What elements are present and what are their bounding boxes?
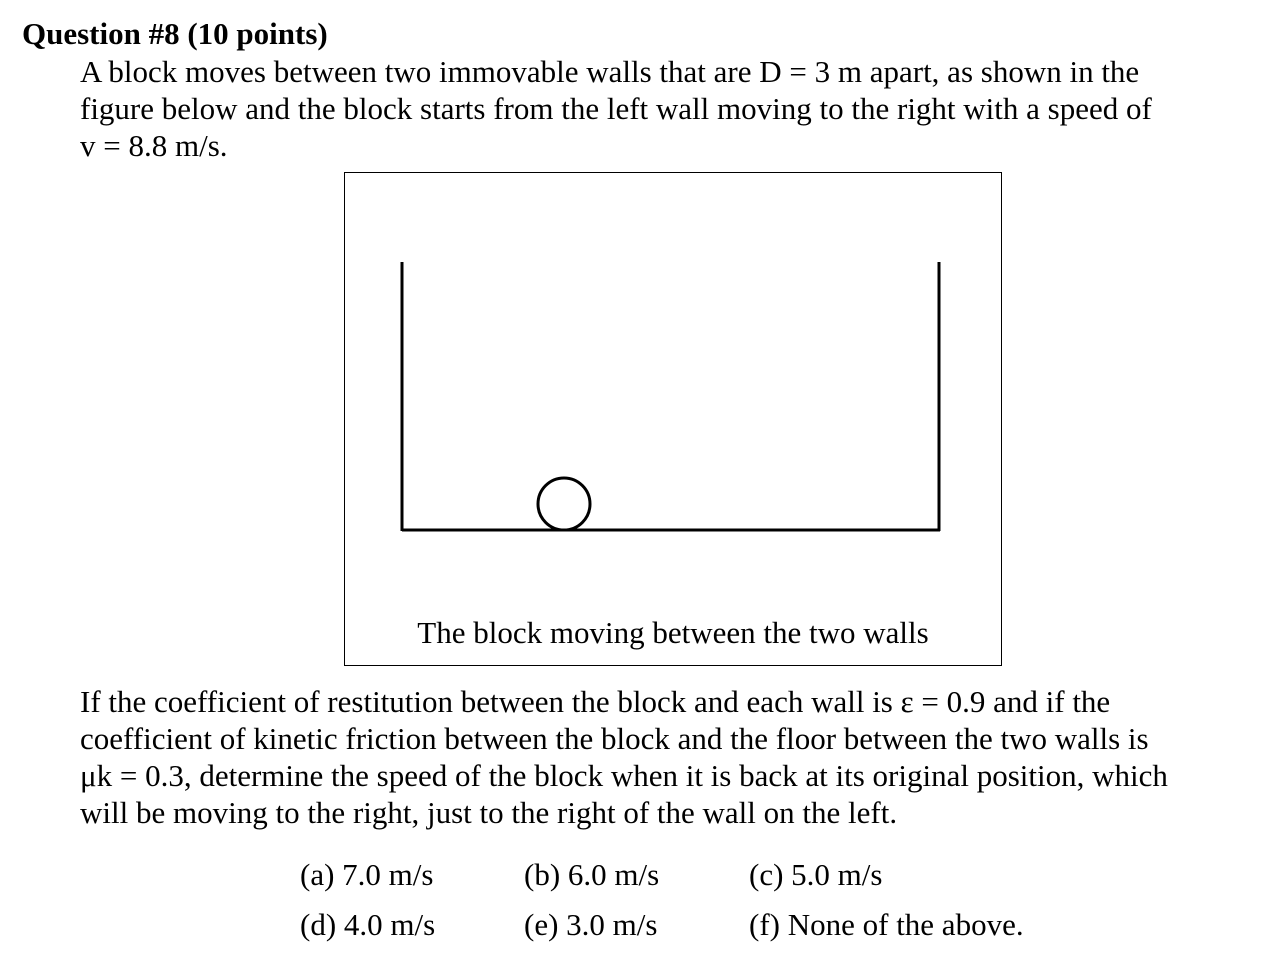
walls-diagram <box>345 173 1003 667</box>
body-line: If the coefficient of restitution between the block and each wall is ε = 0.9 and if the <box>80 684 1111 719</box>
body-line: coefficient of kinetic friction between the block and the floor between the two walls is <box>80 721 1149 756</box>
answer-option-d: (d) 4.0 m/s <box>300 907 436 942</box>
figure-caption: The block moving between the two walls <box>417 615 929 650</box>
figure-frame <box>344 172 1002 666</box>
question-body <box>80 683 1168 831</box>
body-line: μk = 0.3, determine the speed of the block when it is back at its original position, which <box>80 758 1168 793</box>
intro-line: v = 8.8 m/s. <box>80 128 228 163</box>
block-circle <box>538 478 590 530</box>
intro-line: A block moves between two immovable walls that are D = 3 m apart, as shown in the <box>80 54 1140 89</box>
intro-line: figure below and the block starts from the left wall moving to the right with a speed of <box>80 91 1152 126</box>
answer-option-c: (c) 5.0 m/s <box>749 857 883 892</box>
answer-option-b: (b) 6.0 m/s <box>524 857 660 892</box>
question-intro <box>80 53 1152 164</box>
answer-option-f: (f) None of the above. <box>749 907 1024 942</box>
answer-option-a: (a) 7.0 m/s <box>300 857 434 892</box>
body-line: will be moving to the right, just to the right of the wall on the left. <box>80 795 898 830</box>
answer-option-e: (e) 3.0 m/s <box>524 907 658 942</box>
question-heading: Question #8 (10 points) <box>22 16 328 51</box>
